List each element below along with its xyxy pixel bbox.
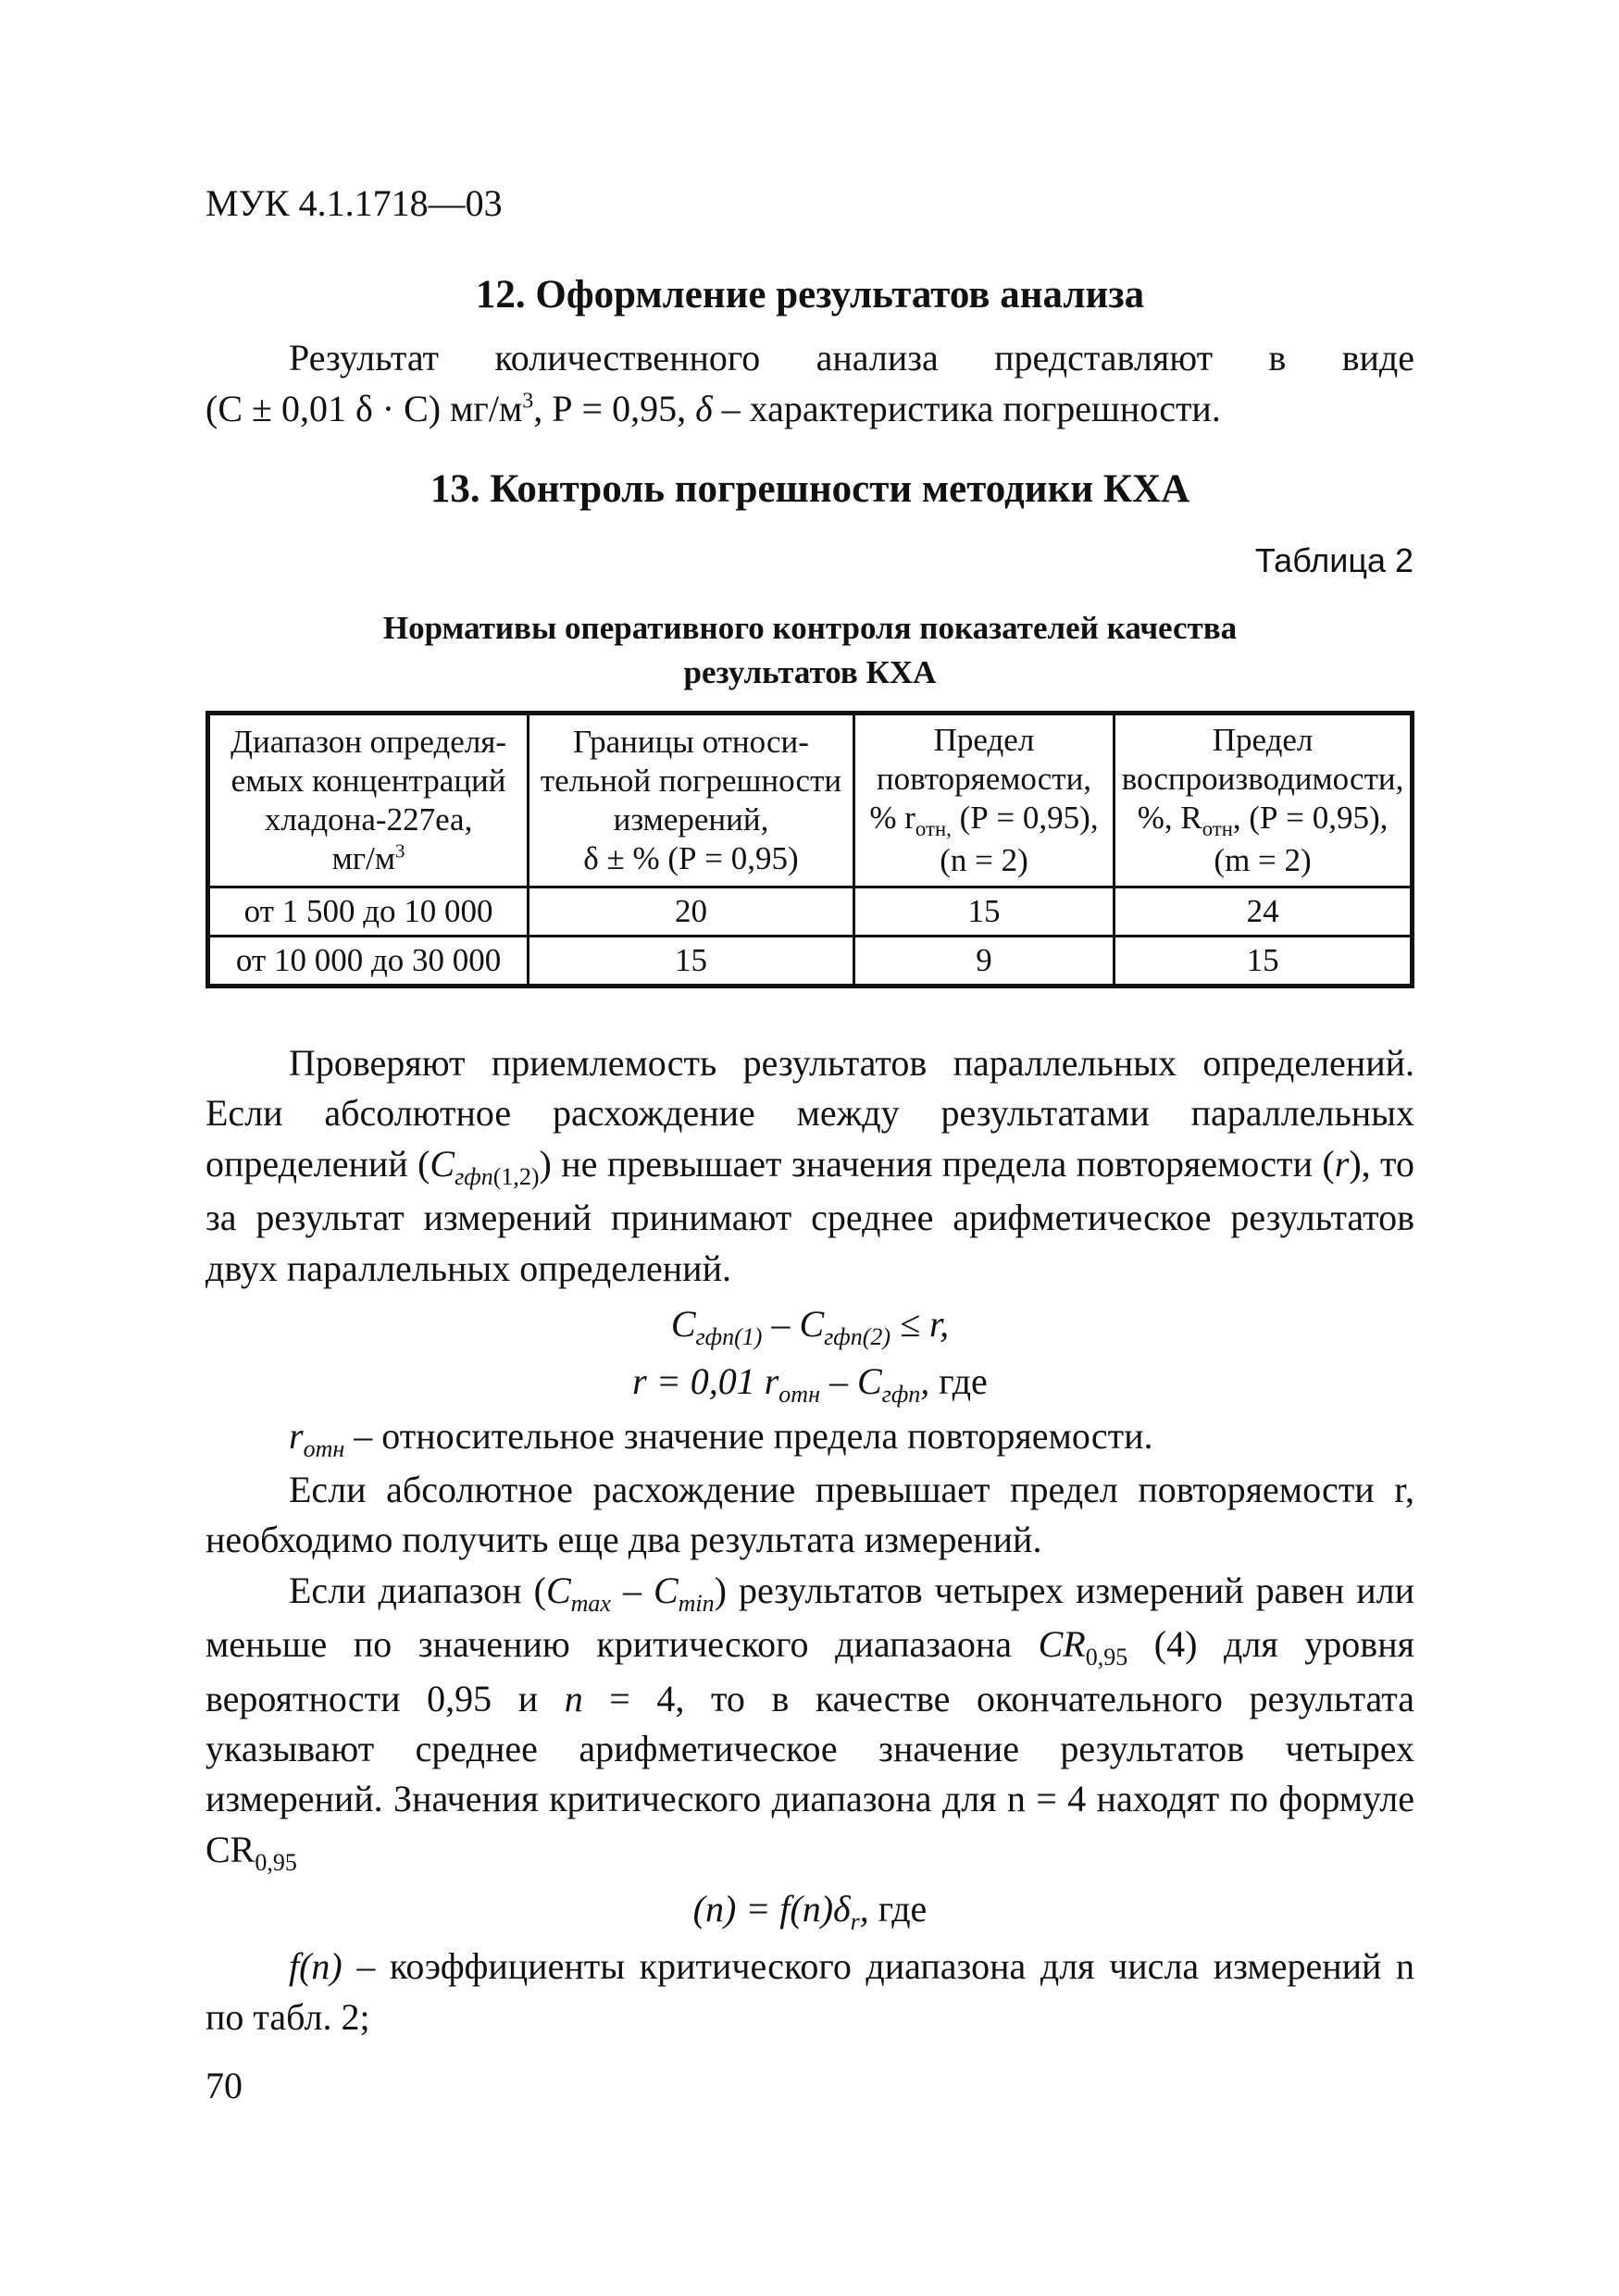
table-label: Таблица 2 [1254,541,1414,579]
header-concentration-range: Диапазон определя- емых концентраций хладона-227еа, $мг/м^3$ [208,714,529,887]
formula-difference: $C_{гфп(1)} - C_{гфп(2)} \le r$, [670,1302,950,1350]
paragraph-fn-definition: f(n) – коэффициенты критического диапазона для числа измерений n по табл. 2; [205,1945,1414,2038]
header-reproducibility: Предел воспроизводимости, %, $R_{отн}$, (Р = 0,95), (m = 2) [1115,714,1413,887]
section-13 [205,463,1414,516]
table-cell: 15 [1115,937,1413,987]
paragraph-r-definition: $r_{отн}$ – относительное значение предела повторяемости. [289,1414,1153,1462]
table-cell: 24 [1115,887,1413,937]
norms-table [205,711,1414,988]
table-cell: 20 [529,887,854,937]
header-error-bounds: Границы относи- тельной погрешности измерений, δ ± % (Р = 0,95) [529,714,854,887]
section-12-text [205,333,1414,434]
table-row [208,937,1413,987]
formula-repeatability: r = 0,01 $r_{отн} - C_{гфп}$, где [632,1360,988,1409]
body-text [205,1038,1414,2042]
paragraph-range: Если диапазон $(C_{max} - C_{min})$ результатов четырех измерений равен или меньше по значению критического диапазаона $CR_{0,95}$ (4) для уровня вероятности 0,95 и n = 4, то в качестве окончательного результата указывают среднее арифметическое значение результатов четырех измерений. Значения критического диапазона для n = 4 находят по формуле $CR_{0,95}$ [205,1569,1414,1876]
formula-critical-range: $(n) = f(n)\delta_r$, где [692,1888,928,1936]
section-12-title: 12. Оформление результатов анализа [475,273,1145,316]
table-header-row [208,714,1413,887]
page-number: 70 [205,2065,243,2106]
table-cell: 15 [529,937,854,987]
table-cell: 15 [853,887,1114,937]
table-cell: 9 [853,937,1114,987]
table-cell: от 10 000 до 30 000 [208,937,529,987]
section-12-line2: (С ± 0,01 δ · С) $мг/м^3$, Р = 0,95, δ – характеристика погрешности. [205,387,1221,429]
table-row [208,887,1413,937]
header-repeatability: Предел повторяемости, % $r_{отн,}$ (Р = 0,95), (n = 2) [853,714,1114,887]
paragraph-exceeds: Если абсолютное расхождение превышает предел повторяемости r, необходимо получить еще два результата измерений. [205,1469,1414,1561]
table-cell: от 1 500 до 10 000 [208,887,529,937]
section-12-line1: Результат количественного анализа представляют в виде [289,337,1414,379]
section-12 [205,268,1414,434]
table-title: Нормативы оперативного контроля показателей качества результатов КХА [382,610,1238,691]
document-code: МУК 4.1.1718—03 [205,182,503,224]
paragraph-acceptability: Проверяют приемлемость результатов параллельных определений. Если абсолютное расхождение между результатами параллельных определений $(C_{гфп(1,2)})$ не превышает значения предела повторяемости (r), то за результат измерений принимают среднее арифметическое результатов двух параллельных определений. [205,1042,1414,1289]
section-13-title: 13. Контроль погрешности методики КХА [430,467,1190,511]
